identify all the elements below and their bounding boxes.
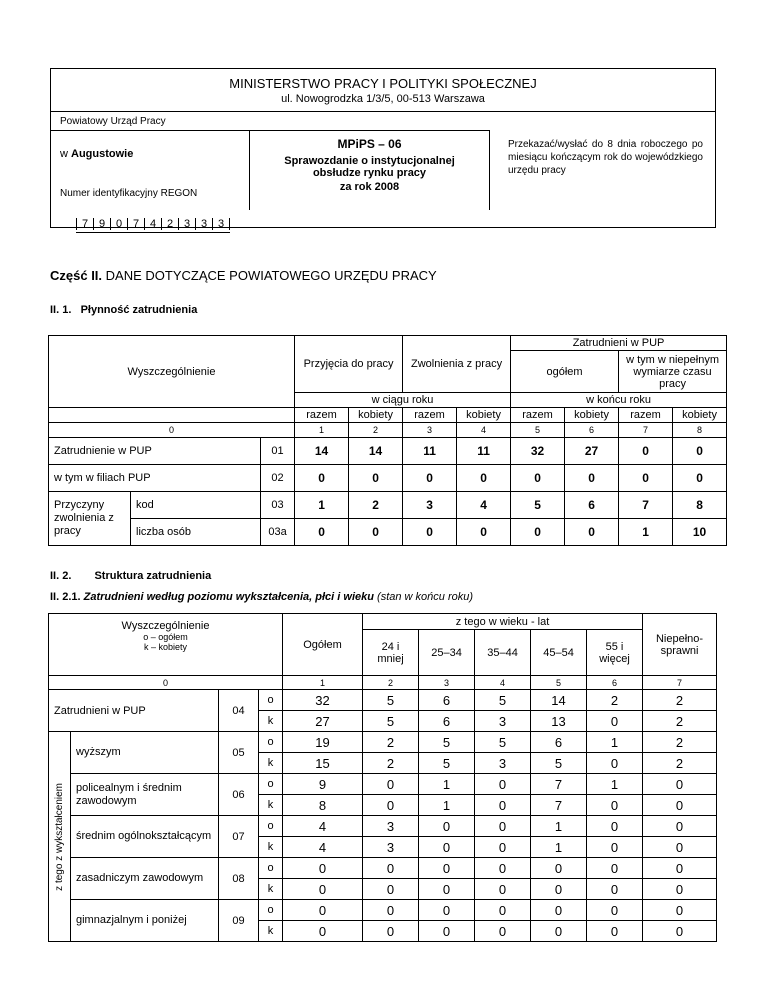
cell: 5 [363, 690, 419, 711]
cell: 0 [419, 816, 475, 837]
hdr-dismissals: Zwolnienia z pracy [403, 336, 511, 393]
cell: 5 [475, 732, 531, 753]
cell: 1 [619, 519, 673, 546]
cell: 0 [643, 921, 717, 942]
col-num: 3 [403, 423, 457, 438]
cell: 0 [475, 879, 531, 900]
cell: 0 [295, 465, 349, 492]
hdr-age: z tego w wieku - lat [363, 614, 643, 630]
cell: 1 [531, 816, 587, 837]
cell: 0 [283, 858, 363, 879]
cell: 0 [419, 837, 475, 858]
cell: 0 [403, 519, 457, 546]
hdr-parttime: w tym w niepełnym wymiarze czasu pracy [619, 351, 727, 393]
sub-hdr: razem [619, 408, 673, 423]
cell: 1 [587, 774, 643, 795]
regon-digit: 4 [144, 218, 161, 230]
cell: 6 [419, 711, 475, 732]
cell: 2 [349, 492, 403, 519]
cell: 1 [419, 795, 475, 816]
ministry-name: MINISTERSTWO PRACY I POLITYKI SPOŁECZNEJ [229, 76, 537, 91]
row-code: 06 [219, 774, 259, 816]
col-num: 1 [295, 423, 349, 438]
women-marker: k [259, 711, 283, 732]
cell: 14 [295, 438, 349, 465]
cell: 0 [363, 858, 419, 879]
cell: 1 [531, 837, 587, 858]
cell: 2 [643, 732, 717, 753]
col-num: 5 [511, 423, 565, 438]
cell: 19 [283, 732, 363, 753]
table-row [49, 492, 727, 519]
cell: 0 [587, 795, 643, 816]
cell: 3 [403, 492, 457, 519]
cell: 5 [511, 492, 565, 519]
office-prefix: w [60, 148, 68, 160]
cell: 0 [587, 879, 643, 900]
hdr-legend-k: k – kobiety [143, 642, 188, 652]
cell: 0 [457, 465, 511, 492]
hdr-age-col: 24 i mniej [363, 630, 419, 676]
education-table [48, 613, 717, 942]
cell: 7 [619, 492, 673, 519]
cell: 7 [531, 774, 587, 795]
cell: 0 [643, 816, 717, 837]
sub-hdr: kobiety [457, 408, 511, 423]
sub-hdr: kobiety [349, 408, 403, 423]
sub-hdr: razem [403, 408, 457, 423]
hdr-age-col: 55 i więcej [587, 630, 643, 676]
col-num: 5 [531, 676, 587, 690]
total-marker: o [259, 858, 283, 879]
cell: 0 [587, 711, 643, 732]
cell: 2 [643, 753, 717, 774]
hdr-spec-cont [49, 408, 295, 423]
cell: 10 [673, 519, 727, 546]
cell: 0 [283, 921, 363, 942]
col-num: 3 [419, 676, 475, 690]
cell: 14 [349, 438, 403, 465]
cell: 0 [531, 900, 587, 921]
women-marker: k [259, 795, 283, 816]
col-num: 6 [587, 676, 643, 690]
row-label: Zatrudnieni w PUP [49, 690, 219, 732]
cell: 0 [565, 465, 619, 492]
cell: 5 [531, 753, 587, 774]
cell: 2 [363, 753, 419, 774]
cell: 32 [511, 438, 565, 465]
cell: 3 [475, 711, 531, 732]
section1-title: II. 1. Płynność zatrudnienia [50, 304, 198, 316]
part-label: Część II. [50, 268, 103, 283]
cell: 27 [283, 711, 363, 732]
col-num: 7 [643, 676, 717, 690]
hdr-total2: Ogółem [283, 614, 363, 676]
hdr-employed-total: ogółem [511, 351, 619, 393]
regon-digit: 3 [178, 218, 195, 230]
cell: 0 [363, 795, 419, 816]
form-code: MPiPS – 06 [337, 137, 402, 151]
cell: 1 [587, 732, 643, 753]
col-num: 0 [49, 676, 283, 690]
cell: 0 [419, 921, 475, 942]
form-title-2: obsłudze rynku pracy [312, 167, 427, 179]
row-code: 07 [219, 816, 259, 858]
regon-digits [76, 214, 230, 233]
cell: 5 [419, 753, 475, 774]
cell: 0 [475, 795, 531, 816]
col-num: 7 [619, 423, 673, 438]
row-label: policealnym i średnim zawodowym [71, 774, 219, 816]
cell: 7 [531, 795, 587, 816]
hdr-age-col: 25–34 [419, 630, 475, 676]
regon-digit: 3 [212, 218, 230, 230]
cell: 0 [403, 465, 457, 492]
row-label: liczba osób [131, 519, 261, 546]
row-label: gimnazjalnym i poniżej [71, 900, 219, 942]
cell: 0 [619, 465, 673, 492]
cell: 27 [565, 438, 619, 465]
hdr-spec2 [49, 614, 283, 676]
row-code: 08 [219, 858, 259, 900]
cell: 3 [363, 816, 419, 837]
cell: 0 [283, 879, 363, 900]
education-table-body [49, 690, 717, 942]
row-code: 02 [261, 465, 295, 492]
sub-hdr: razem [295, 408, 349, 423]
row-label: w tym w filiach PUP [49, 465, 261, 492]
table-row [49, 900, 717, 921]
row-code: 03 [261, 492, 295, 519]
hdr-legend-o: o – ogółem [143, 632, 188, 642]
section21-bold: Zatrudnieni według poziomu wykształcenia, płci i wieku [83, 591, 374, 603]
col-num: 4 [475, 676, 531, 690]
hdr-age-col: 45–54 [531, 630, 587, 676]
cell: 0 [363, 921, 419, 942]
table-row [49, 774, 717, 795]
cell: 5 [363, 711, 419, 732]
table-row [49, 816, 717, 837]
cell: 0 [363, 774, 419, 795]
cell: 0 [475, 900, 531, 921]
part-title: DANE DOTYCZĄCE POWIATOWEGO URZĘDU PRACY [105, 268, 437, 283]
cell: 0 [643, 879, 717, 900]
cell: 5 [475, 690, 531, 711]
cell: 0 [673, 465, 727, 492]
cell: 0 [475, 816, 531, 837]
hdr-spec: Wyszczególnienie [49, 336, 295, 408]
cell: 13 [531, 711, 587, 732]
cell: 0 [531, 921, 587, 942]
cell: 9 [283, 774, 363, 795]
reasons-label: Przyczyny zwolnienia z pracy [49, 492, 131, 546]
cell: 0 [673, 438, 727, 465]
col-num: 2 [363, 676, 419, 690]
cell: 0 [587, 753, 643, 774]
cell: 2 [363, 732, 419, 753]
cell: 0 [587, 900, 643, 921]
cell: 0 [349, 465, 403, 492]
regon-digit: 7 [76, 218, 93, 230]
row-label: zasadniczym zawodowym [71, 858, 219, 900]
cell: 0 [531, 858, 587, 879]
form-year: za rok 2008 [339, 181, 400, 193]
regon-label: Numer identyfikacyjny REGON [60, 188, 198, 199]
section2-num: II. 2. [50, 570, 72, 582]
cell: 0 [565, 519, 619, 546]
cell: 8 [283, 795, 363, 816]
cell: 0 [475, 837, 531, 858]
table-row [49, 858, 717, 879]
regon-digit: 7 [127, 218, 144, 230]
cell: 8 [673, 492, 727, 519]
employment-flow-table [48, 335, 727, 546]
cell: 6 [419, 690, 475, 711]
cell: 6 [565, 492, 619, 519]
cell: 0 [363, 900, 419, 921]
col-num: 2 [349, 423, 403, 438]
cell: 0 [643, 795, 717, 816]
col-num: 6 [565, 423, 619, 438]
hdr-hires: Przyjęcia do pracy [295, 336, 403, 393]
col-num: 1 [283, 676, 363, 690]
women-marker: k [259, 921, 283, 942]
cell: 0 [643, 774, 717, 795]
section2-title [50, 570, 211, 582]
cell: 4 [283, 837, 363, 858]
cell: 0 [349, 519, 403, 546]
section2-text: Struktura zatrudnienia [94, 570, 212, 582]
cell: 4 [283, 816, 363, 837]
section21-italic: (stan w końcu roku) [377, 591, 474, 603]
cell: 32 [283, 690, 363, 711]
cell: 0 [511, 519, 565, 546]
cell: 0 [587, 816, 643, 837]
cell: 11 [457, 438, 511, 465]
deadline-note: Przekazać/wysłać do 8 dnia roboczego po miesiącu kończącym rok do wojewódzkiego urzędu pracy [508, 139, 703, 176]
cell: 11 [403, 438, 457, 465]
cell: 0 [283, 900, 363, 921]
sub-hdr: razem [511, 408, 565, 423]
cell: 0 [419, 858, 475, 879]
cell: 0 [587, 921, 643, 942]
hdr-end-year: w końcu roku [511, 393, 727, 408]
ministry-banner [50, 68, 716, 112]
cell: 0 [619, 438, 673, 465]
cell: 0 [643, 837, 717, 858]
col-num: 0 [49, 423, 295, 438]
table-row [49, 465, 727, 492]
form-title-1: Sprawozdanie o instytucjonalnej [284, 155, 455, 167]
cell: 0 [475, 858, 531, 879]
cell: 0 [587, 837, 643, 858]
cell: 0 [363, 879, 419, 900]
women-marker: k [259, 879, 283, 900]
hdr-spec2-text: Wyszczególnienie [121, 620, 210, 632]
cell: 0 [475, 921, 531, 942]
cell: 0 [457, 519, 511, 546]
row-label: wyższym [71, 732, 219, 774]
cell: 2 [643, 711, 717, 732]
vertical-education-label [49, 732, 71, 942]
cell: 15 [283, 753, 363, 774]
total-marker: o [259, 732, 283, 753]
section21-num: II. 2.1. [50, 591, 81, 603]
cell: 0 [643, 900, 717, 921]
cell: 0 [295, 519, 349, 546]
cell: 0 [531, 879, 587, 900]
office-city: Augustowie [71, 148, 134, 160]
row-code: 01 [261, 438, 295, 465]
cell: 4 [457, 492, 511, 519]
cell: 1 [419, 774, 475, 795]
cell: 5 [419, 732, 475, 753]
cell: 1 [295, 492, 349, 519]
cell: 6 [531, 732, 587, 753]
regon-digit: 2 [161, 218, 178, 230]
hdr-age-col: 35–44 [475, 630, 531, 676]
row-label: średnim ogólnokształcącym [71, 816, 219, 858]
part-heading [50, 268, 437, 283]
office-city-line [60, 148, 133, 160]
women-marker: k [259, 837, 283, 858]
row-code: 04 [219, 690, 259, 732]
vertical-label-text: z tego z wykształceniem [54, 782, 65, 891]
section21-title [50, 591, 473, 603]
regon-digit: 3 [195, 218, 212, 230]
row-label: kod [131, 492, 261, 519]
cell: 3 [363, 837, 419, 858]
cell: 0 [643, 858, 717, 879]
cell: 2 [643, 690, 717, 711]
cell: 0 [419, 900, 475, 921]
total-marker: o [259, 774, 283, 795]
total-marker: o [259, 690, 283, 711]
col-num: 4 [457, 423, 511, 438]
hdr-during-year: w ciągu roku [295, 393, 511, 408]
form-box [250, 130, 490, 210]
women-marker: k [259, 753, 283, 774]
cell: 0 [511, 465, 565, 492]
cell: 2 [587, 690, 643, 711]
cell: 14 [531, 690, 587, 711]
row-code: 09 [219, 900, 259, 942]
table-row [49, 690, 717, 711]
regon-digit: 9 [93, 218, 110, 230]
cell: 0 [419, 879, 475, 900]
hdr-disabled: Niepełno-sprawni [643, 614, 717, 676]
cell: 0 [587, 858, 643, 879]
table-row [49, 732, 717, 753]
total-marker: o [259, 900, 283, 921]
table-row [49, 438, 727, 465]
office-label: Powiatowy Urząd Pracy [60, 116, 166, 127]
col-num: 8 [673, 423, 727, 438]
total-marker: o [259, 816, 283, 837]
cell: 3 [475, 753, 531, 774]
row-code: 05 [219, 732, 259, 774]
row-code: 03a [261, 519, 295, 546]
sub-hdr: kobiety [673, 408, 727, 423]
sub-hdr: kobiety [565, 408, 619, 423]
row-label: Zatrudnienie w PUP [49, 438, 261, 465]
regon-digit: 0 [110, 218, 127, 230]
table-row [49, 519, 727, 546]
hdr-employed: Zatrudnieni w PUP [511, 336, 727, 351]
ministry-address: ul. Nowogrodzka 1/3/5, 00-513 Warszawa [281, 93, 485, 105]
cell: 0 [475, 774, 531, 795]
